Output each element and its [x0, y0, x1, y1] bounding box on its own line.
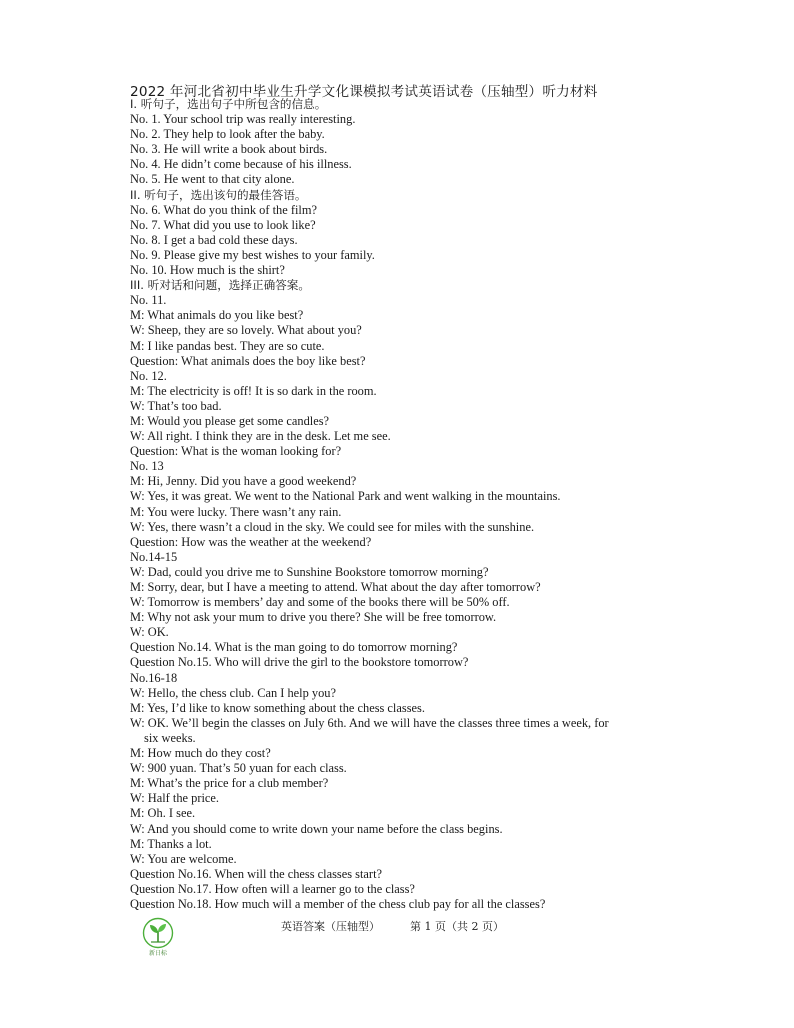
text-line	[130, 384, 660, 399]
text-line	[130, 444, 660, 459]
document-title: 2022 年河北省初中毕业生升学文化课模拟考试英语试卷（压轴型）听力材料	[130, 84, 598, 100]
text-line-content: No. 4. He didn’t come because of his illness.	[130, 157, 352, 172]
text-line	[130, 354, 660, 369]
text-line-content: W: Yes, it was great. We went to the National Park and went walking in the mountains.	[130, 489, 561, 504]
text-line-content: Question No.14. What is the man going to do tomorrow morning?	[130, 640, 458, 655]
text-line	[130, 112, 660, 127]
text-line	[130, 610, 660, 625]
text-line	[130, 867, 660, 882]
text-line-content: No. 9. Please give my best wishes to your family.	[130, 247, 375, 262]
text-line-content: II. 听句子，选出该句的最佳答语。	[130, 187, 307, 202]
text-line-content: M: I like pandas best. They are so cute.	[130, 338, 325, 353]
text-line	[130, 897, 660, 912]
text-line	[130, 459, 660, 474]
text-line-content: No. 7. What did you use to look like?	[130, 217, 316, 232]
text-line-content: Question No.17. How often will a learner go to the class?	[130, 881, 415, 896]
footer-page-number: 第 1 页（共 2 页）	[410, 920, 504, 933]
text-line-content: Question: What is the woman looking for?	[130, 444, 342, 459]
text-line	[130, 233, 660, 248]
text-line-content: No. 13	[130, 459, 164, 474]
text-line-content: W: OK. We’ll begin the classes on July 6th. And we will have the classes three times a week, for	[130, 715, 609, 730]
text-line	[130, 550, 660, 565]
text-line-content: W: Dad, could you drive me to Sunshine Bookstore tomorrow morning?	[130, 564, 489, 579]
text-line	[130, 399, 660, 414]
text-line	[130, 127, 660, 142]
text-line	[130, 339, 660, 354]
text-line	[130, 293, 660, 308]
text-line-content: No. 2. They help to look after the baby.	[130, 127, 325, 142]
text-line-content: M: How much do they cost?	[130, 746, 271, 761]
text-line-content: W: Sheep, they are so lovely. What about you?	[130, 323, 362, 338]
text-line	[130, 263, 660, 278]
text-line	[130, 414, 660, 429]
text-line-content: W: Hello, the chess club. Can I help you?	[130, 685, 336, 700]
text-line	[130, 640, 660, 655]
text-line	[130, 505, 660, 520]
text-line-content: No. 5. He went to that city alone.	[130, 172, 295, 187]
text-line-content: Question: What animals does the boy like best?	[130, 353, 366, 368]
text-line	[130, 837, 660, 852]
text-line	[130, 776, 660, 791]
text-line-content: Question No.15. Who will drive the girl to the bookstore tomorrow?	[130, 655, 469, 670]
section-heading	[130, 188, 660, 203]
text-line	[130, 671, 660, 686]
text-line	[130, 142, 660, 157]
document-body	[130, 97, 660, 912]
text-line-content: No.16-18	[130, 670, 178, 685]
text-line-content: No. 12.	[130, 368, 167, 383]
text-line-content: Question No.18. How much will a member of the chess club pay for all the classes?	[130, 896, 546, 911]
text-line	[130, 429, 660, 444]
text-line	[130, 701, 660, 716]
text-line-content: W: Tomorrow is members’ day and some of the books there will be 50% off.	[130, 595, 510, 610]
text-line-content: No. 3. He will write a book about birds.	[130, 142, 328, 157]
logo-caption: 新日标	[148, 950, 167, 957]
text-line-content: No. 10. How much is the shirt?	[130, 263, 285, 278]
text-line-content: M: Hi, Jenny. Did you have a good weekend?	[130, 474, 357, 489]
text-line	[130, 308, 660, 323]
text-line	[130, 580, 660, 595]
text-line-content: M: What animals do you like best?	[130, 308, 304, 323]
text-line	[130, 852, 660, 867]
text-line-content: M: The electricity is off! It is so dark in the room.	[130, 383, 377, 398]
text-line-content: M: Why not ask your mum to drive you there? She will be free tomorrow.	[130, 610, 497, 625]
text-line-content: M: Thanks a lot.	[130, 836, 212, 851]
text-line-content: No. 8. I get a bad cold these days.	[130, 232, 298, 247]
text-line-content: W: That’s too bad.	[130, 398, 222, 413]
text-line	[130, 369, 660, 384]
text-line	[130, 716, 660, 746]
text-line	[130, 882, 660, 897]
text-line-content: No. 6. What do you think of the film?	[130, 202, 317, 217]
text-line-content: W: Yes, there wasn’t a cloud in the sky. We could see for miles with the sunshine.	[130, 519, 535, 534]
section-heading	[130, 97, 660, 112]
text-line	[130, 172, 660, 187]
text-line	[130, 806, 660, 821]
text-line-content: M: What’s the price for a club member?	[130, 776, 329, 791]
text-line-content: M: Oh. I see.	[130, 806, 196, 821]
text-line-content: III. 听对话和问题，选择正确答案。	[130, 278, 310, 293]
text-line-content: Question No.16. When will the chess classes start?	[130, 866, 383, 881]
text-line-content: No. 11.	[130, 293, 167, 308]
text-line-content: Question: How was the weather at the weekend?	[130, 534, 372, 549]
text-line-content: W: 900 yuan. That’s 50 yuan for each class.	[130, 761, 347, 776]
footer-subject-label: 英语答案（压轴型）	[281, 920, 380, 933]
text-line-content: W: All right. I think they are in the desk. Let me see.	[130, 429, 391, 444]
text-line	[130, 474, 660, 489]
text-line	[130, 746, 660, 761]
text-line-content: No. 1. Your school trip was really interesting.	[130, 112, 356, 127]
text-line	[130, 625, 660, 640]
text-line	[130, 203, 660, 218]
text-line-content: M: Would you please get some candles?	[130, 413, 330, 428]
text-line	[130, 323, 660, 338]
text-line-content: W: And you should come to write down your name before the class begins.	[130, 821, 503, 836]
text-line-content: M: Sorry, dear, but I have a meeting to attend. What about the day after tomorrow?	[130, 580, 541, 594]
text-line	[130, 686, 660, 701]
text-line-content: No.14-15	[130, 549, 178, 564]
text-line-content: M: You were lucky. There wasn’t any rain.	[130, 504, 342, 519]
text-line	[130, 535, 660, 550]
text-line	[130, 248, 660, 263]
text-line	[130, 218, 660, 233]
text-line	[130, 791, 660, 806]
section-heading	[130, 278, 660, 293]
text-line	[130, 655, 660, 670]
text-line	[130, 595, 660, 610]
text-line-continuation: six weeks.	[144, 730, 196, 745]
text-line	[130, 822, 660, 837]
text-line-content: I. 听句子，选出句子中所包含的信息。	[130, 97, 327, 111]
text-line-content: W: Half the price.	[130, 791, 219, 806]
text-line	[130, 157, 660, 172]
text-line	[130, 520, 660, 535]
text-line-content: M: Yes, I’d like to know something about the chess classes.	[130, 700, 425, 715]
text-line-content: W: OK.	[130, 625, 169, 640]
text-line	[130, 565, 660, 580]
text-line	[130, 761, 660, 776]
text-line	[130, 489, 660, 504]
text-line-content: W: You are welcome.	[130, 851, 237, 866]
